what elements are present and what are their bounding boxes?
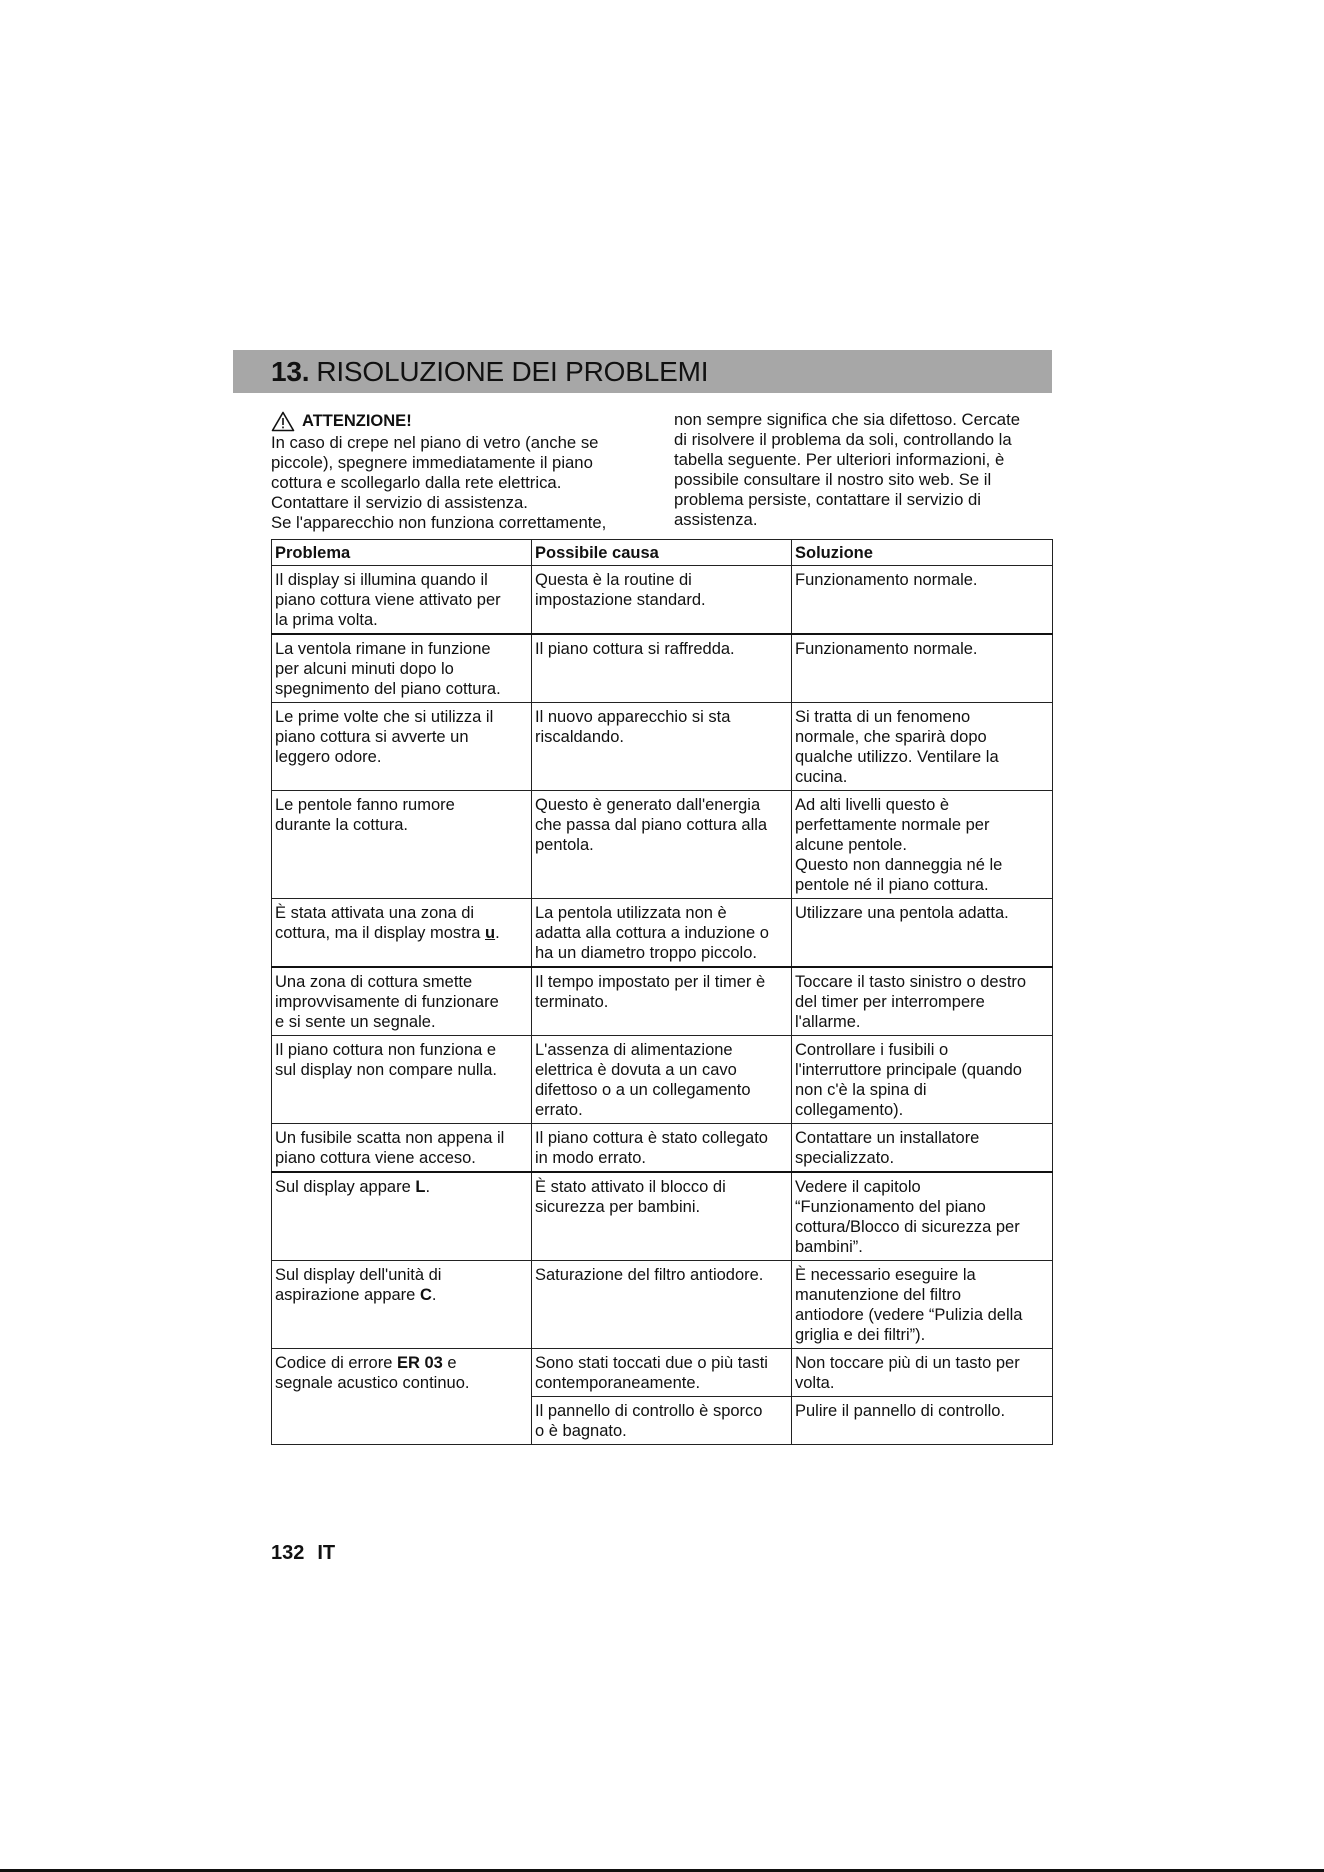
column-header-problem: Problema (272, 540, 532, 566)
cell-cause (532, 899, 792, 968)
intro-line: cottura e scollegarlo dalla rete elettrica. (271, 473, 562, 492)
cell-line: ha un diametro troppo piccolo. (535, 944, 757, 962)
cell-solution (792, 791, 1053, 899)
intro-line: piccole), spegnere immediatamente il piano (271, 453, 593, 472)
intro-line: problema persiste, contattare il servizio di (674, 490, 981, 509)
cell-line: aspirazione appare C. (275, 1286, 437, 1304)
cell-line: alcune pentole. (795, 836, 907, 854)
cell-line: improvvisamente di funzionare (275, 993, 499, 1011)
cell-line: È stato attivato il blocco di (535, 1178, 726, 1196)
cell-line: Il pannello di controllo è sporco (535, 1402, 763, 1420)
cell-line: La ventola rimane in funzione (275, 640, 491, 658)
table-row (272, 634, 1053, 703)
cell-line: sul display non compare nulla. (275, 1061, 497, 1079)
intro-line: tabella seguente. Per ulteriori informazioni, è (674, 450, 1005, 469)
cell-problem (272, 1172, 532, 1261)
cell-line: terminato. (535, 993, 609, 1011)
cell-line: Non toccare più di un tasto per (795, 1354, 1020, 1372)
cell-cause (532, 1349, 792, 1397)
cell-line: piano cottura si avverte un (275, 728, 469, 746)
cell-solution (792, 1172, 1053, 1261)
cell-cause (532, 566, 792, 635)
cell-line: durante la cottura. (275, 816, 408, 834)
cell-line: piano cottura viene acceso. (275, 1149, 476, 1167)
intro-line: non sempre significa che sia difettoso. Cercate (674, 410, 1020, 429)
cell-line: Ad alti livelli questo è (795, 796, 950, 814)
cell-cause (532, 703, 792, 791)
cell-cause (532, 967, 792, 1036)
cell-line: leggero odore. (275, 748, 382, 766)
cell-line: difettoso o a un collegamento (535, 1081, 751, 1099)
cell-line: Un fusibile scatta non appena il (275, 1129, 505, 1147)
cell-line: L'assenza di alimentazione (535, 1041, 733, 1059)
cell-problem (272, 899, 532, 968)
cell-line: pentole né il piano cottura. (795, 876, 989, 894)
cell-problem (272, 1036, 532, 1124)
cell-line: piano cottura viene attivato per (275, 591, 501, 609)
troubleshooting-table (271, 539, 1053, 1445)
cell-solution (792, 1036, 1053, 1124)
cell-line: Questo è generato dall'energia (535, 796, 761, 814)
cell-problem (272, 791, 532, 899)
cell-line: Funzionamento normale. (795, 640, 978, 658)
cell-problem (272, 634, 532, 703)
cell-line: Saturazione del filtro antiodore. (535, 1266, 764, 1284)
cell-solution (792, 634, 1053, 703)
cell-line: griglia e dei filtri”). (795, 1326, 926, 1344)
cell-cause (532, 791, 792, 899)
cell-line: Il piano cottura si raffredda. (535, 640, 735, 658)
cell-problem (272, 967, 532, 1036)
cell-cause (532, 1124, 792, 1173)
cell-line: riscaldando. (535, 728, 624, 746)
cell-problem (272, 1261, 532, 1349)
cell-cause (532, 1261, 792, 1349)
cell-line: Le pentole fanno rumore (275, 796, 455, 814)
cell-line: segnale acustico continuo. (275, 1374, 470, 1392)
page-number: 132 (271, 1542, 305, 1564)
intro-continuation (674, 410, 1052, 530)
cell-line: l'allarme. (795, 1013, 861, 1031)
cell-line: Questa è la routine di (535, 571, 692, 589)
cell-line: Si tratta di un fenomeno (795, 708, 971, 726)
cell-line: non c'è la spina di (795, 1081, 927, 1099)
cell-cause (532, 634, 792, 703)
cell-line: “Funzionamento del piano (795, 1198, 986, 1216)
cell-line: errato. (535, 1101, 583, 1119)
intro-line: In caso di crepe nel piano di vetro (anche se (271, 433, 599, 452)
cell-line: Controllare i fusibili o (795, 1041, 949, 1059)
cell-cause (532, 1036, 792, 1124)
cell-line: impostazione standard. (535, 591, 706, 609)
cell-line: normale, che sparirà dopo (795, 728, 987, 746)
cell-line: in modo errato. (535, 1149, 646, 1167)
cell-line: Il nuovo apparecchio si sta (535, 708, 731, 726)
cell-line: Sul display dell'unità di (275, 1266, 442, 1284)
table-row (272, 1261, 1053, 1349)
cell-line: collegamento). (795, 1101, 904, 1119)
cell-solution (792, 899, 1053, 968)
cell-line: Vedere il capitolo (795, 1178, 921, 1196)
cell-line: Il tempo impostato per il timer è (535, 973, 766, 991)
table-row (272, 791, 1053, 899)
cell-line: Il piano cottura non funziona e (275, 1041, 497, 1059)
table-row (272, 566, 1053, 635)
cell-line: Le prime volte che si utilizza il (275, 708, 494, 726)
language-code: IT (317, 1542, 336, 1564)
intro-line: Se l'apparecchio non funziona correttamente, (271, 513, 607, 532)
cell-line: Utilizzare una pentola adatta. (795, 904, 1009, 922)
cell-solution (792, 566, 1053, 635)
warning-label: ATTENZIONE! (302, 412, 412, 430)
cell-problem (272, 1124, 532, 1173)
table-row (272, 1349, 1053, 1397)
cell-line: la prima volta. (275, 611, 378, 629)
cell-line: È stata attivata una zona di (275, 904, 475, 922)
cell-line: spegnimento del piano cottura. (275, 680, 501, 698)
emphasis-token: ER 03 (396, 1354, 443, 1372)
warning-heading (271, 410, 651, 432)
cell-line: sicurezza per bambini. (535, 1198, 701, 1216)
emphasis-token: L (415, 1178, 426, 1196)
table-row (272, 703, 1053, 791)
cell-line: l'interruttore principale (quando (795, 1061, 1022, 1079)
cell-line: bambini”. (795, 1238, 863, 1256)
cell-solution (792, 1261, 1053, 1349)
cell-line: La pentola utilizzata non è (535, 904, 727, 922)
cell-problem (272, 1349, 532, 1445)
intro-line: assistenza. (674, 510, 758, 529)
cell-line: Pulire il pannello di controllo. (795, 1402, 1006, 1420)
warning-block (271, 410, 651, 533)
table-header-row (272, 540, 1053, 566)
cell-solution (792, 967, 1053, 1036)
cell-solution (792, 703, 1053, 791)
intro-line: Contattare il servizio di assistenza. (271, 493, 528, 512)
column-header-cause: Possibile causa (532, 540, 792, 566)
section-number: 13. (271, 355, 310, 387)
cell-line: specializzato. (795, 1149, 895, 1167)
section-title-banner (233, 350, 1052, 393)
cell-line: che passa dal piano cottura alla (535, 816, 768, 834)
table-row (272, 967, 1053, 1036)
cell-line: Sono stati toccati due o più tasti (535, 1354, 768, 1372)
cell-line: Il piano cottura è stato collegato (535, 1129, 768, 1147)
cell-line: per alcuni minuti dopo lo (275, 660, 454, 678)
cell-solution (792, 1349, 1053, 1397)
cell-line: cottura/Blocco di sicurezza per (795, 1218, 1020, 1236)
cell-line: volta. (795, 1374, 835, 1392)
cell-problem (272, 703, 532, 791)
page-footer (271, 1542, 335, 1565)
cell-cause (532, 1172, 792, 1261)
cell-line: e si sente un segnale. (275, 1013, 436, 1031)
emphasis-token: C (419, 1286, 432, 1304)
cell-line: perfettamente normale per (795, 816, 990, 834)
table-body (272, 566, 1053, 1445)
cell-problem (272, 566, 532, 635)
cell-line: elettrica è dovuta a un cavo (535, 1061, 737, 1079)
table-row (272, 899, 1053, 968)
cell-solution (792, 1124, 1053, 1173)
emphasis-token: u (485, 924, 496, 942)
cell-line: del timer per interrompere (795, 993, 985, 1011)
cell-line: Codice di errore ER 03 e (275, 1354, 457, 1372)
cell-line: È necessario eseguire la (795, 1266, 976, 1284)
cell-solution (792, 1397, 1053, 1445)
cell-line: Toccare il tasto sinistro o destro (795, 973, 1027, 991)
cell-line: Funzionamento normale. (795, 571, 978, 589)
intro-line: di risolvere il problema da soli, controllando la (674, 430, 1012, 449)
cell-line: Contattare un installatore (795, 1129, 980, 1147)
cell-line: Questo non danneggia né le (795, 856, 1003, 874)
section-title: RISOLUZIONE DEI PROBLEMI (316, 355, 709, 387)
table-row (272, 1036, 1053, 1124)
cell-line: Sul display appare L. (275, 1178, 431, 1196)
cell-line: pentola. (535, 836, 594, 854)
cell-line: cottura, ma il display mostra u. (275, 924, 500, 942)
cell-line: cucina. (795, 768, 848, 786)
cell-line: adatta alla cottura a induzione o (535, 924, 769, 942)
cell-line: o è bagnato. (535, 1422, 627, 1440)
table-row (272, 1124, 1053, 1173)
warning-triangle-icon (271, 411, 295, 432)
cell-line: Una zona di cottura smette (275, 973, 473, 991)
intro-line: possibile consultare il nostro sito web. Se il (674, 470, 992, 489)
cell-line: contemporaneamente. (535, 1374, 701, 1392)
cell-line: qualche utilizzo. Ventilare la (795, 748, 999, 766)
cell-line: antiodore (vedere “Pulizia della (795, 1306, 1023, 1324)
cell-cause (532, 1397, 792, 1445)
column-header-solution: Soluzione (792, 540, 1053, 566)
cell-line: Il display si illumina quando il (275, 571, 488, 589)
cell-line: manutenzione del filtro (795, 1286, 962, 1304)
table-row (272, 1172, 1053, 1261)
